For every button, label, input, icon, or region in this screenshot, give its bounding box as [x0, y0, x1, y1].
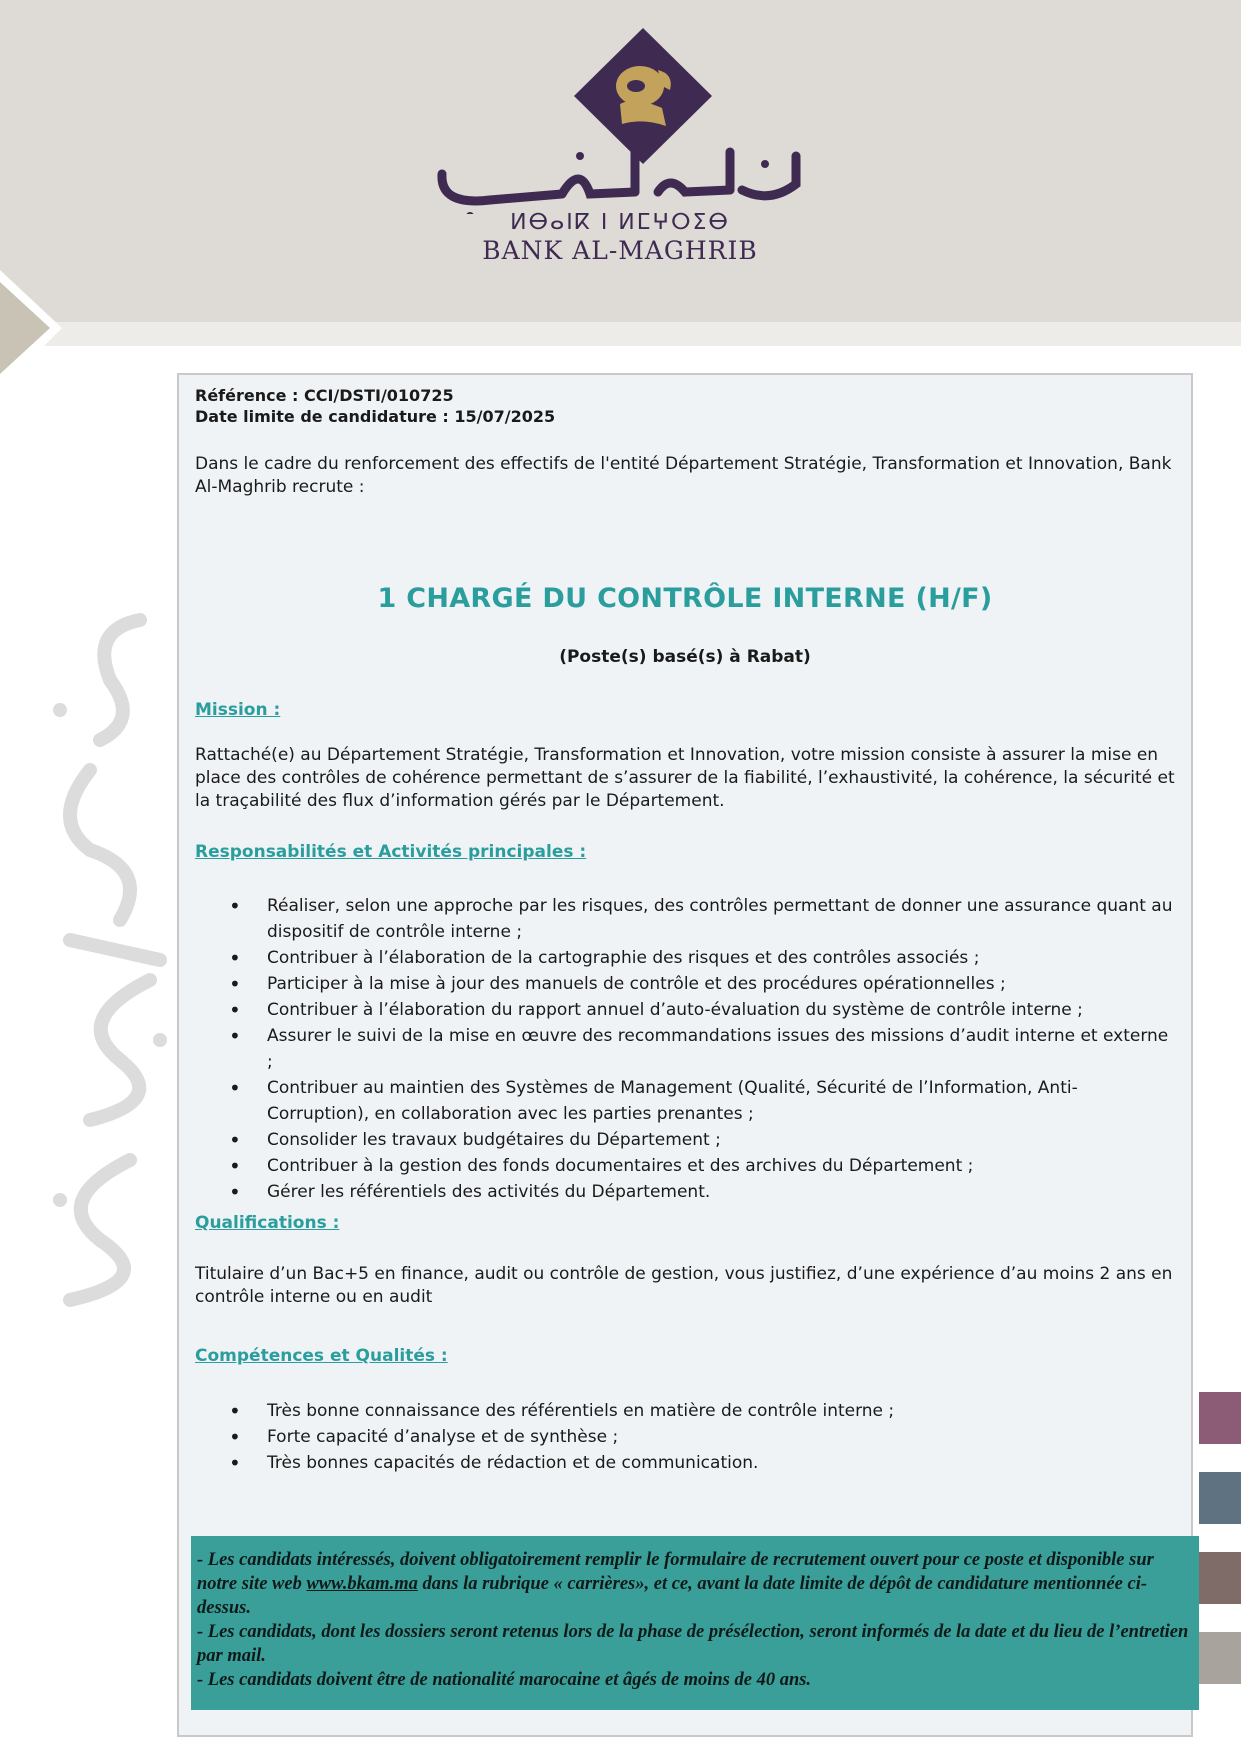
- calligraphy-watermark: [30, 600, 190, 1320]
- notice-apply-text-end: dans la rubrique « carrières», et ce, avant la date limite de dépôt de candidature mentionnée ci-dessus.: [197, 1574, 1147, 1618]
- notice-line-interview: - Les candidats, dont les dossiers seront retenus lors de la phase de présélection, seront informés de la date et du lieu de l’entretien par mail.: [197, 1622, 1189, 1666]
- skills-list: [229, 1398, 1179, 1476]
- reference-number: Référence : CCI/DSTI/010725: [195, 386, 454, 405]
- side-tab-brown: [1199, 1552, 1241, 1604]
- list-item: • Participer à la mise à jour des manuels de contrôle et des procédures opérationnelles ;: [229, 971, 1179, 997]
- intro-paragraph: Dans le cadre du renforcement des effectifs de l'entité Département Stratégie, Transformation et Innovation, Bank Al-Maghrib recrute :: [195, 454, 1172, 497]
- chevron-arrow-decoration: [0, 0, 70, 400]
- side-tab-grey: [1199, 1632, 1241, 1684]
- notice-line-eligibility: - Les candidats doivent être de nationalité marocaine et âgés de moins de 40 ans.: [197, 1670, 812, 1690]
- notice-line-apply: [197, 1548, 1193, 1620]
- list-item: • Forte capacité d’analyse et de synthèse ;: [229, 1424, 1179, 1450]
- side-tab-slate: [1199, 1472, 1241, 1524]
- qualifications-text: Titulaire d’un Bac+5 en finance, audit ou contrôle de gestion, vous justifiez, d’une expérience d’au moins 2 ans en contrôle interne ou en audit: [195, 1264, 1173, 1307]
- application-deadline: Date limite de candidature : 15/07/2025: [195, 407, 556, 426]
- list-item: • Réaliser, selon une approche par les risques, des contrôles permettant de donner une assurance quant au dispositif de contrôle interne ;: [229, 893, 1179, 945]
- qualifications-heading: Qualifications :: [195, 1213, 340, 1233]
- skills-heading: Compétences et Qualités :: [195, 1346, 448, 1366]
- notice-apply-text-start: - Les candidats intéressés, doivent obligatoirement remplir le formulaire de recrutement ouvert pour ce poste et disponible sur notre site web: [197, 1550, 1154, 1594]
- list-item: • Contribuer à la gestion des fonds documentaires et des archives du Département ;: [229, 1153, 1179, 1179]
- banner-divider: [0, 322, 1241, 346]
- job-location: (Poste(s) basé(s) à Rabat): [559, 647, 811, 667]
- bkam-website-link[interactable]: www.bkam.ma: [306, 1574, 418, 1594]
- mission-text: Rattaché(e) au Département Stratégie, Transformation et Innovation, votre mission consiste à assurer la mise en place des contrôles de cohérence permettant de s’assurer de la fiabilité, l’exhaustivité, la cohérence, la sécurité et la traçabilité des flux d’information gérés par le Département.: [195, 745, 1175, 811]
- bank-logo: [430, 24, 810, 274]
- list-item: • Gérer les référentiels des activités du Département.: [229, 1179, 1179, 1205]
- responsibilities-list: [229, 893, 1179, 1205]
- side-tab-mauve: [1199, 1392, 1241, 1444]
- side-color-tabs: [1199, 1392, 1241, 1712]
- job-posting-card: [177, 373, 1193, 1737]
- list-item: • Très bonne connaissance des référentiels en matière de contrôle interne ;: [229, 1398, 1179, 1424]
- logo-emblem: [430, 24, 810, 214]
- mission-heading: Mission :: [195, 700, 281, 720]
- list-item: • Très bonnes capacités de rédaction et de communication.: [229, 1450, 1179, 1476]
- reference-block: [195, 385, 555, 427]
- responsibilities-heading: Responsabilités et Activités principales :: [195, 842, 587, 862]
- job-title: 1 CHARGÉ DU CONTRÔLE INTERNE (H/F): [377, 583, 993, 614]
- list-item: • Assurer le suivi de la mise en œuvre des recommandations issues des missions d’audit interne et externe ;: [229, 1023, 1179, 1075]
- list-item: • Contribuer à l’élaboration de la cartographie des risques et des contrôles associés ;: [229, 945, 1179, 971]
- logo-latin-text: BANK AL-MAGHRIB: [482, 236, 758, 265]
- application-notice: [191, 1536, 1199, 1710]
- logo-tifinagh-text: ⵍⴱⴰⵏⴽ ⵏ ⵍⵎⵖⵔⵉⴱ: [510, 210, 730, 235]
- list-item: • Contribuer au maintien des Systèmes de Management (Qualité, Sécurité de l’Information, Anti-Corruption), en collaboration avec les parties prenantes ;: [229, 1075, 1179, 1127]
- list-item: • Consolider les travaux budgétaires du Département ;: [229, 1127, 1179, 1153]
- list-item: • Contribuer à l’élaboration du rapport annuel d’auto-évaluation du système de contrôle interne ;: [229, 997, 1179, 1023]
